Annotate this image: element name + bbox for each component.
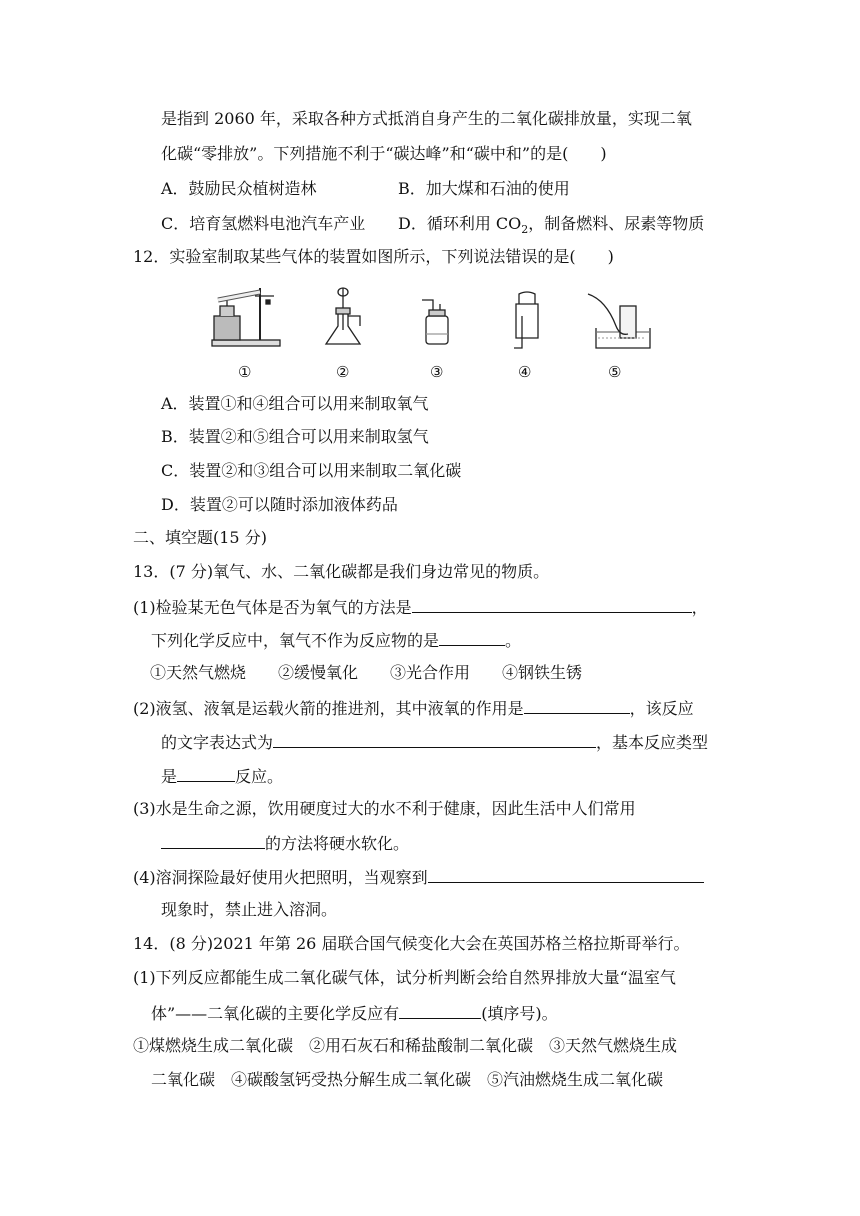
q14-choices-line1: ①煤燃烧生成二氧化碳 ②用石灰石和稀盐酸制二氧化碳 ③天然气燃烧生成 xyxy=(133,1036,678,1055)
answer-blank[interactable] xyxy=(412,594,692,613)
q13-stem: 13．(7 分)氧气、水、二氧化碳都是我们身边常见的物质。 xyxy=(133,562,550,581)
q13-part1-text: (1)检验某无色气体是否为氧气的方法是 xyxy=(133,598,412,617)
section-heading: 二、填空题(15 分) xyxy=(133,528,267,547)
q14-part1-text2: 体”——二氧化碳的主要化学反应有 xyxy=(151,1004,400,1023)
q13-part3-text2: 的方法将硬水软化。 xyxy=(265,834,410,853)
q13-part4-line1 xyxy=(133,864,704,890)
q13-part1-line2 xyxy=(151,627,521,653)
q11-option-b: B．加大煤和石油的使用 xyxy=(398,179,570,198)
q11-option-a: A．鼓励民众植树造林 xyxy=(161,179,317,198)
q14-part1-line2 xyxy=(151,1000,558,1026)
q12-stem: 12．实验室制取某些气体的装置如图所示，下列说法错误的是( ) xyxy=(133,247,614,266)
q13-part1-punct2: 。 xyxy=(505,631,522,650)
q13-part4-line2: 现象时，禁止进入溶洞。 xyxy=(161,900,338,919)
q13-part2-line2 xyxy=(161,729,708,755)
q14-stem: 14．(8 分)2021 年第 26 届联合国气候变化大会在英国苏格兰格拉斯哥举行。 xyxy=(133,934,690,953)
q13-part1-text2: 下列化学反应中，氧气不作为反应物的是 xyxy=(151,631,440,650)
apparatus-label-1: ① xyxy=(238,363,252,381)
q14-part1-line1: (1)下列反应都能生成二氧化碳气体，试分析判断会给自然界排放大量“温室气 xyxy=(133,968,676,987)
apparatus-4 xyxy=(514,292,538,348)
q11-stem-line1: 是指到 2060 年，采取各种方式抵消自身产生的二氧化碳排放量，实现二氧 xyxy=(161,109,692,128)
q14-choices-line2: 二氧化碳 ④碳酸氢钙受热分解生成二氧化碳 ⑤汽油燃烧生成二氧化碳 xyxy=(151,1070,664,1089)
apparatus-2 xyxy=(326,288,360,344)
q11-stem-line2: 化碳“零排放”。下列措施不利于“碳达峰”和“碳中和”的是( ) xyxy=(161,144,607,163)
answer-blank[interactable] xyxy=(399,1000,481,1019)
q11-option-d-text: D．循环利用 CO xyxy=(398,214,522,233)
q11-option-d xyxy=(398,212,704,242)
answer-blank[interactable] xyxy=(177,763,235,782)
q12-option-c: C．装置②和③组合可以用来制取二氧化碳 xyxy=(161,461,462,480)
q12-option-a: A．装置①和④组合可以用来制取氧气 xyxy=(161,394,429,413)
q11-option-c: C．培育氢燃料电池汽车产业 xyxy=(161,214,366,233)
q11-option-d-text-end: ，制备燃料、尿素等物质 xyxy=(528,214,705,233)
q14-part1-text2-end: (填序号)。 xyxy=(481,1004,558,1023)
q13-part3-line1: (3)水是生命之源，饮用硬度过大的水不利于健康，因此生活中人们常用 xyxy=(133,799,636,818)
q11-option-d-subscript: 2 xyxy=(521,223,529,237)
apparatus-3 xyxy=(422,300,448,344)
q13-part2-text2: 的文字表达式为 xyxy=(161,733,274,752)
apparatus-drawing xyxy=(200,282,670,362)
apparatus-1 xyxy=(212,288,280,346)
q13-part2-text3: 是 xyxy=(161,767,178,786)
answer-blank[interactable] xyxy=(439,627,505,646)
q13-part2-line3 xyxy=(161,763,283,789)
q13-part3-line2 xyxy=(161,830,409,856)
q13-part2-text3-end: 反应。 xyxy=(235,767,284,786)
answer-blank[interactable] xyxy=(428,864,704,883)
q13-part1-line1 xyxy=(133,594,708,620)
q13-part2-text-end: ，该反应 xyxy=(629,699,694,718)
q13-part1-punct: ， xyxy=(691,598,708,617)
answer-blank[interactable] xyxy=(161,830,265,849)
q13-part2-line1 xyxy=(133,695,694,721)
answer-blank[interactable] xyxy=(524,695,630,714)
q12-option-d: D．装置②可以随时添加液体药品 xyxy=(161,495,398,514)
apparatus-label-5: ⑤ xyxy=(608,363,622,381)
answer-blank[interactable] xyxy=(273,729,596,748)
q13-part2-text2-end: ，基本反应类型 xyxy=(596,733,709,752)
q13-part4-text: (4)溶洞探险最好使用火把照明，当观察到 xyxy=(133,868,428,887)
apparatus-label-4: ④ xyxy=(518,363,532,381)
apparatus-label-2: ② xyxy=(336,363,350,381)
q12-option-b: B．装置②和⑤组合可以用来制取氢气 xyxy=(161,427,429,446)
q13-part2-text: (2)液氢、液氧是运载火箭的推进剂，其中液氧的作用是 xyxy=(133,699,524,718)
apparatus-5 xyxy=(588,294,650,348)
apparatus-label-3: ③ xyxy=(430,363,444,381)
q13-part1-choices: ①天然气燃烧 ②缓慢氧化 ③光合作用 ④钢铁生锈 xyxy=(150,663,583,682)
